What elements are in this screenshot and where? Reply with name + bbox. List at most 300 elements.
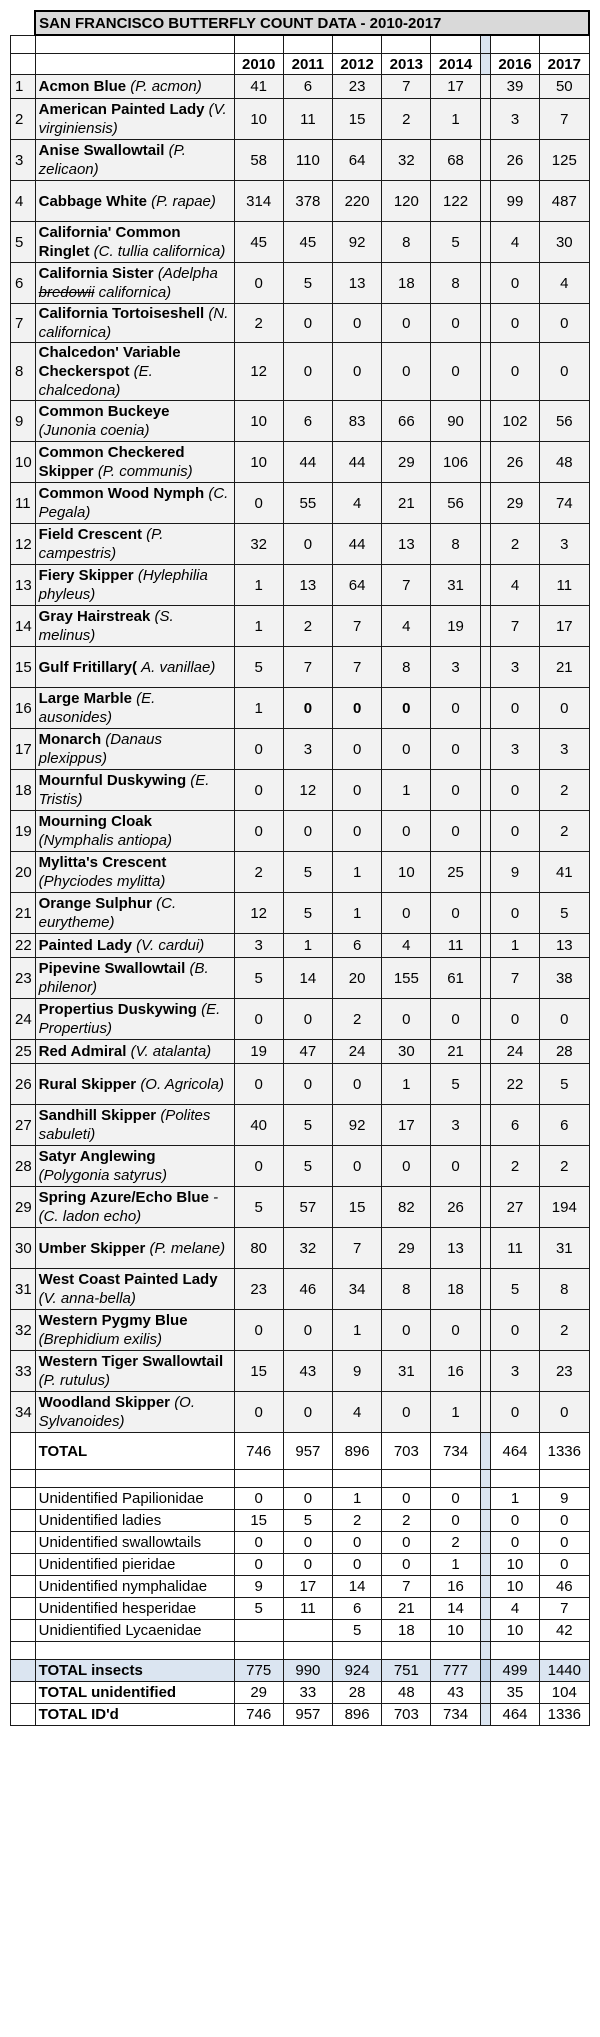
count-cell [382, 75, 431, 99]
count-cell [490, 1620, 539, 1642]
common-name: American Painted Lady [38, 101, 205, 118]
count-cell [490, 1269, 539, 1310]
count-cell [431, 1598, 480, 1620]
count-cell [234, 606, 283, 647]
column-divider [480, 401, 490, 442]
count-cell [540, 401, 589, 442]
row-number: 22 [11, 934, 36, 958]
count-value: 0 [560, 1010, 569, 1028]
row-number [11, 1576, 36, 1598]
count-value: 0 [303, 1321, 313, 1339]
scientific-name: (Danaus plexippus) [38, 731, 162, 767]
count-cell [234, 1554, 283, 1576]
count-value: 50 [555, 78, 573, 95]
count-cell [283, 1040, 332, 1064]
unidentified-label: Unidentified ladies [35, 1510, 234, 1532]
column-divider [480, 770, 490, 811]
count-value: 775 [246, 1662, 272, 1679]
table-row [11, 770, 590, 811]
count-value: 8 [402, 658, 411, 676]
count-cell [431, 1187, 480, 1228]
count-value: 19 [447, 617, 464, 635]
common-name: California Sister [38, 265, 154, 282]
count-cell [382, 1532, 431, 1554]
count-value: 10 [506, 1578, 524, 1595]
count-value: 11 [447, 937, 464, 954]
count-cell [431, 770, 480, 811]
count-value: 0 [510, 274, 520, 292]
count-value: 12 [299, 781, 317, 799]
count-value: 31 [447, 576, 464, 594]
count-cell [382, 1510, 431, 1532]
row-number: 14 [11, 606, 36, 647]
count-value: 21 [397, 494, 415, 512]
count-cell [490, 934, 539, 958]
count-value: 0 [254, 1490, 263, 1507]
count-value: 68 [447, 151, 464, 169]
count-value: 0 [451, 699, 460, 717]
column-divider [480, 852, 490, 893]
column-divider [480, 1310, 490, 1351]
count-value: 0 [402, 314, 411, 332]
count-cell [490, 1105, 539, 1146]
column-divider [480, 729, 490, 770]
count-cell [234, 181, 283, 222]
count-value: 2 [254, 314, 263, 332]
scientific-name: (C. eurytheme) [38, 895, 177, 931]
count-cell [333, 75, 382, 99]
count-cell [382, 181, 431, 222]
count-value: 0 [303, 1534, 313, 1551]
count-cell [283, 1433, 332, 1470]
count-cell [333, 263, 382, 304]
count-value: 106 [443, 453, 469, 471]
count-cell [540, 1682, 589, 1704]
count-cell [540, 1040, 589, 1064]
count-cell [333, 999, 382, 1040]
count-value: 19 [250, 1043, 268, 1060]
count-cell [283, 1620, 332, 1642]
count-value: 6 [303, 78, 313, 95]
count-value: 10 [397, 863, 415, 881]
count-value: 0 [352, 781, 362, 799]
count-cell [333, 1510, 382, 1532]
common-name: Painted Lady [38, 937, 132, 954]
count-cell [234, 565, 283, 606]
count-cell [540, 1351, 589, 1392]
count-value: 1 [352, 904, 362, 922]
table-row [11, 729, 590, 770]
count-value: 13 [299, 576, 317, 594]
count-cell [382, 565, 431, 606]
count-cell [333, 1269, 382, 1310]
count-value: 0 [510, 1534, 520, 1551]
common-name: Common Checkered Skipper [38, 444, 185, 480]
count-cell [382, 1682, 431, 1704]
count-value: 2 [402, 110, 411, 128]
count-value: 0 [510, 781, 520, 799]
count-value: 15 [348, 110, 366, 128]
species-name-cell [35, 811, 234, 852]
count-value: 314 [246, 192, 272, 210]
count-cell [431, 181, 480, 222]
row-number: 6 [11, 263, 36, 304]
count-value: 957 [295, 1706, 321, 1723]
count-value: 0 [451, 1010, 460, 1028]
count-value: 5 [254, 969, 263, 987]
blank-row [11, 35, 590, 54]
table-row [11, 999, 590, 1040]
count-cell [431, 1433, 480, 1470]
count-value: 61 [447, 969, 464, 987]
count-value: 0 [352, 822, 362, 840]
count-cell [234, 1488, 283, 1510]
count-cell [540, 811, 589, 852]
count-value: 0 [451, 363, 460, 380]
count-cell [283, 1269, 332, 1310]
column-divider [480, 1554, 490, 1576]
count-value: 0 [510, 1512, 520, 1529]
count-value: 0 [402, 699, 411, 717]
count-value: 1 [402, 781, 411, 799]
count-value: 24 [506, 1043, 524, 1060]
row-number [11, 1554, 36, 1576]
column-divider [480, 304, 490, 343]
scientific-name: (Brephidium exilis) [38, 1331, 162, 1348]
count-cell [431, 1620, 480, 1642]
count-value: 0 [451, 781, 460, 799]
count-value: 734 [443, 1706, 469, 1723]
scientific-name: - (C. ladon echo) [38, 1189, 219, 1225]
count-cell [540, 770, 589, 811]
count-value: 29 [506, 494, 524, 512]
count-value: 26 [506, 453, 524, 471]
count-cell [540, 1576, 589, 1598]
count-value: 0 [510, 699, 520, 717]
count-value: 23 [250, 1280, 268, 1298]
count-value: 924 [344, 1662, 370, 1679]
count-value: 0 [254, 781, 263, 799]
count-cell [234, 999, 283, 1040]
common-name: Rural Skipper [38, 1075, 137, 1093]
count-value: 3 [510, 740, 520, 758]
common-name: Orange Sulphur [38, 895, 152, 912]
count-cell [382, 1576, 431, 1598]
count-cell [283, 1576, 332, 1598]
count-cell [333, 401, 382, 442]
count-value: 56 [555, 412, 573, 430]
count-cell [283, 1682, 332, 1704]
species-name-cell [35, 483, 234, 524]
unidentified-row [11, 1488, 590, 1510]
count-cell [382, 647, 431, 688]
unidentified-label: Unidentified swallowtails [35, 1532, 234, 1554]
count-value: 2 [560, 781, 569, 799]
scientific-name: (P. rutulus) [38, 1372, 111, 1389]
scientific-name: (Junonia coenia) [38, 422, 150, 439]
count-value: 11 [507, 1239, 523, 1257]
species-name-cell [35, 343, 234, 401]
count-value: 80 [250, 1239, 268, 1257]
count-value: 1 [451, 1403, 460, 1421]
table-row [11, 222, 590, 263]
count-value: 2 [303, 617, 313, 635]
count-cell [540, 75, 589, 99]
scientific-name: (E. Tristis) [38, 772, 210, 808]
count-cell [382, 811, 431, 852]
count-value: 5 [352, 1622, 362, 1639]
count-cell [540, 1510, 589, 1532]
count-value: 7 [402, 576, 411, 594]
count-value: 1 [402, 1075, 411, 1093]
count-value: 1 [451, 110, 460, 128]
count-cell [490, 811, 539, 852]
common-name: Umber Skipper [38, 1239, 146, 1257]
count-cell [431, 1682, 480, 1704]
table-row [11, 524, 590, 565]
row-number: 32 [11, 1310, 36, 1351]
count-cell [234, 1105, 283, 1146]
common-name: Mourning Cloak [38, 813, 152, 830]
count-cell [490, 1040, 539, 1064]
count-cell [283, 688, 332, 729]
count-cell [490, 222, 539, 263]
count-value: 0 [402, 1157, 411, 1175]
count-value: 0 [402, 822, 411, 840]
column-divider [480, 893, 490, 934]
count-cell [540, 1488, 589, 1510]
column-divider [480, 565, 490, 606]
count-cell [234, 401, 283, 442]
count-cell [431, 958, 480, 999]
count-cell [540, 181, 589, 222]
column-divider [480, 811, 490, 852]
count-cell [490, 647, 539, 688]
count-value: 703 [393, 1706, 419, 1723]
count-value: 0 [451, 1321, 460, 1339]
count-cell [490, 1576, 539, 1598]
count-cell [490, 401, 539, 442]
count-value: 82 [397, 1198, 415, 1216]
count-cell [490, 1064, 539, 1105]
row-number: 2 [11, 99, 36, 140]
common-name: Gray Hairstreak [38, 608, 151, 625]
count-value: 99 [506, 192, 524, 210]
count-value: 64 [348, 151, 366, 169]
unidentified-row [11, 1554, 590, 1576]
count-value: 18 [447, 1280, 464, 1298]
count-value: 4 [402, 937, 411, 954]
count-cell [490, 75, 539, 99]
count-cell [234, 1064, 283, 1105]
count-cell [333, 852, 382, 893]
count-cell [490, 1488, 539, 1510]
count-value: 4 [510, 576, 520, 594]
count-value: 13 [555, 937, 573, 954]
count-value: 9 [510, 863, 520, 881]
count-value: 45 [299, 233, 317, 251]
count-cell [431, 1310, 480, 1351]
count-cell [490, 181, 539, 222]
count-cell [490, 770, 539, 811]
scientific-name: A. vanillae) [141, 658, 216, 676]
row-number: 25 [11, 1040, 36, 1064]
count-cell [431, 401, 480, 442]
count-value: 5 [303, 1512, 313, 1529]
count-cell [382, 222, 431, 263]
count-value: 0 [254, 1534, 263, 1551]
count-cell [382, 1620, 431, 1642]
count-cell [490, 1704, 539, 1726]
row-number: 26 [11, 1064, 36, 1105]
count-cell [234, 222, 283, 263]
count-value: 25 [447, 863, 464, 881]
count-value: 4 [352, 1403, 362, 1421]
common-name: Mylitta's Crescent [38, 854, 167, 871]
count-value: 0 [402, 1321, 411, 1339]
count-value: 0 [303, 699, 313, 717]
row-number: 28 [11, 1146, 36, 1187]
count-value: 0 [254, 1403, 263, 1421]
count-value: 120 [393, 192, 419, 210]
count-cell [382, 852, 431, 893]
table-row [11, 565, 590, 606]
scientific-name: (O. Agricola) [140, 1075, 224, 1093]
count-cell [234, 343, 283, 401]
year-header: 2012 [333, 54, 382, 75]
count-cell [490, 1351, 539, 1392]
count-cell [490, 999, 539, 1040]
count-cell [333, 1620, 382, 1642]
count-cell [283, 1351, 332, 1392]
count-value: 47 [299, 1043, 317, 1060]
common-name: Woodland Skipper [38, 1394, 171, 1411]
count-cell [333, 1040, 382, 1064]
count-cell [540, 483, 589, 524]
count-cell [382, 958, 431, 999]
table-row [11, 852, 590, 893]
common-name: Large Marble [38, 690, 132, 707]
scientific-name: (B. philenor) [38, 960, 209, 996]
row-number: 17 [11, 729, 36, 770]
count-cell [283, 140, 332, 181]
count-cell [540, 1554, 589, 1576]
scientific-name: (Polites sabuleti) [38, 1107, 211, 1143]
title-row [11, 11, 590, 35]
count-value: 487 [551, 192, 577, 210]
count-value: 56 [447, 494, 464, 512]
count-cell [333, 688, 382, 729]
count-value: 0 [303, 314, 313, 332]
scientific-name: (E. chalcedona) [38, 363, 153, 399]
row-number: 20 [11, 852, 36, 893]
count-value: 0 [352, 1556, 362, 1573]
species-name-cell [35, 893, 234, 934]
count-cell [431, 442, 480, 483]
count-cell [540, 852, 589, 893]
count-value: 0 [560, 699, 569, 717]
count-value: 2 [451, 1534, 460, 1551]
count-value: 30 [397, 1043, 415, 1060]
count-cell [333, 1228, 382, 1269]
count-cell [490, 1660, 539, 1682]
species-name-cell [35, 1269, 234, 1310]
count-cell [333, 1488, 382, 1510]
column-divider [480, 934, 490, 958]
count-cell [540, 99, 589, 140]
count-value: 5 [560, 1075, 569, 1093]
count-value: 0 [451, 904, 460, 922]
row-number: 10 [11, 442, 36, 483]
column-divider [480, 606, 490, 647]
count-value: 5 [560, 904, 569, 922]
count-cell [333, 1433, 382, 1470]
row-number: 15 [11, 647, 36, 688]
count-cell [490, 852, 539, 893]
count-cell [490, 524, 539, 565]
count-cell [431, 1351, 480, 1392]
count-cell [490, 1228, 539, 1269]
species-name-cell [35, 222, 234, 263]
count-cell [431, 99, 480, 140]
column-divider [480, 1620, 490, 1642]
common-name: Anise Swallowtail [38, 142, 165, 159]
species-name-cell [35, 1228, 234, 1269]
count-cell [234, 1660, 283, 1682]
count-value: 0 [560, 1512, 569, 1529]
count-value: 0 [254, 822, 263, 840]
count-value: 22 [506, 1075, 524, 1093]
scientific-name: (P. melane) [149, 1239, 226, 1257]
count-cell [382, 401, 431, 442]
summary-label: TOTAL unidentified [35, 1682, 234, 1704]
count-cell [431, 565, 480, 606]
table-row [11, 343, 590, 401]
count-value: 1 [303, 937, 313, 954]
count-cell [382, 729, 431, 770]
column-divider [480, 263, 490, 304]
count-cell [234, 893, 283, 934]
column-divider [480, 1488, 490, 1510]
count-value: 2 [560, 1157, 569, 1175]
table-row [11, 75, 590, 99]
common-name: Mournful Duskywing [38, 772, 187, 789]
count-cell [382, 343, 431, 401]
count-value: 0 [402, 740, 411, 758]
count-cell [234, 958, 283, 999]
count-cell [283, 1228, 332, 1269]
count-value: 3 [510, 658, 520, 676]
common-name: West Coast Painted Lady [38, 1271, 218, 1288]
count-value: 0 [352, 363, 362, 380]
count-cell [490, 304, 539, 343]
count-cell [333, 140, 382, 181]
count-value: 57 [299, 1198, 317, 1216]
count-value: 10 [250, 412, 268, 430]
count-value: 0 [402, 363, 411, 380]
count-value: 44 [348, 453, 366, 471]
count-cell [382, 1351, 431, 1392]
count-cell [333, 524, 382, 565]
count-cell [234, 1576, 283, 1598]
count-cell [283, 442, 332, 483]
count-value: 32 [299, 1239, 317, 1257]
count-cell [333, 770, 382, 811]
scientific-name: (C. Pegala) [38, 485, 229, 521]
species-name-cell [35, 647, 234, 688]
species-name-cell [35, 181, 234, 222]
count-cell [283, 893, 332, 934]
